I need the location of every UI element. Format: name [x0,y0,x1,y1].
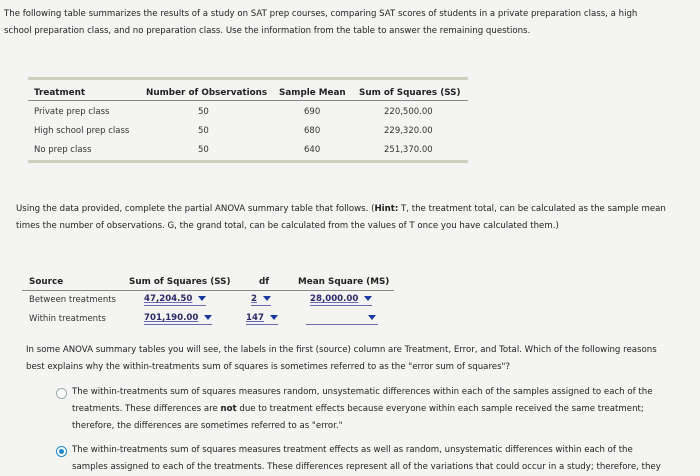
chevron-down-icon [270,315,278,320]
row2-observations: 50 [198,126,209,136]
header-sum-of-squares: Sum of Squares (SS) [359,88,461,98]
anova-header-source: Source [29,277,64,287]
row2-treatment: High school prep class [34,126,130,136]
instruction-paragraph [16,201,666,235]
chevron-down-icon [198,296,206,301]
intro-line-2: school preparation class, and no preparation class. Use the information from the table to answer the remaining questions. [4,26,531,36]
chevron-down-icon [204,315,212,320]
within-ss-dropdown[interactable]: 701,190.00 [144,313,212,325]
hint-label: Hint: [374,204,399,214]
chevron-down-icon [364,296,372,301]
within-df-dropdown[interactable]: 147 [246,313,278,325]
instruction-line-1: Using the data provided, complete the partial ANOVA summary table that follows. (Hint: T, the treatment total, can be calculated as the sample mean [16,204,666,214]
intro-paragraph [4,6,637,40]
table-header-rule [28,100,468,101]
table-bottom-rule [28,160,468,163]
anova-header-df: df [259,277,270,287]
header-treatment: Treatment [34,88,86,98]
option-2-radio[interactable] [56,446,67,457]
chevron-down-icon [263,296,271,301]
question-paragraph [26,342,657,376]
option-2-text: The within-treatments sum of squares measures treatment effects as well as random, unsystematic differences within each of the samples assigned to each of the treatments. These differences represent all of the variations that could occur in a study; therefore, they [72,445,661,472]
anova-header-rule [22,290,394,291]
instruction-line-2: times the number of observations. G, the grand total, can be calculated from the values of T once you have calculated them.) [16,221,559,231]
row1-mean: 690 [304,107,321,117]
row2-mean: 680 [304,126,321,136]
anova-header-ss: Sum of Squares (SS) [129,277,231,287]
row2-ss: 229,320.00 [384,126,433,136]
table-top-rule [28,77,468,80]
row3-mean: 640 [304,145,321,155]
anova-row1-source: Between treatments [29,295,116,305]
intro-line-1: The following table summarizes the results of a study on SAT prep courses, comparing SAT scores of students in a private preparation class, a high [4,9,638,19]
row3-observations: 50 [198,145,209,155]
between-ss-dropdown[interactable]: 47,204.50 [144,294,206,306]
between-ms-dropdown[interactable]: 28,000.00 [310,294,372,306]
row3-treatment: No prep class [34,145,92,155]
option-1-radio[interactable] [56,388,67,399]
header-observations: Number of Observations [146,88,268,98]
row1-observations: 50 [198,107,209,117]
anova-row2-source: Within treatments [29,314,106,324]
row1-treatment: Private prep class [34,107,110,117]
within-ms-dropdown[interactable] [306,313,378,325]
header-sample-mean: Sample Mean [279,88,346,98]
between-df-dropdown[interactable]: 2 [251,294,271,306]
question-line-2: best explains why the within-treatments sum of squares is sometimes referred to as the "error sum of squares"? [26,362,511,372]
question-line-1: In some ANOVA summary tables you will see, the labels in the first (source) column are Treatment, Error, and Total. Which of the following reasons [26,345,657,355]
chevron-down-icon [368,315,376,320]
option-1-text: The within-treatments sum of squares measures random, unsystematic differences within each of the samples assigned to each of the treatments. These differences are not due to treatment effects because everyone within each sample received the same treatment; therefore, the differences are sometimes referred to as "error." [72,387,653,431]
anova-header-ms: Mean Square (MS) [298,277,390,287]
row1-ss: 220,500.00 [384,107,433,117]
row3-ss: 251,370.00 [384,145,433,155]
